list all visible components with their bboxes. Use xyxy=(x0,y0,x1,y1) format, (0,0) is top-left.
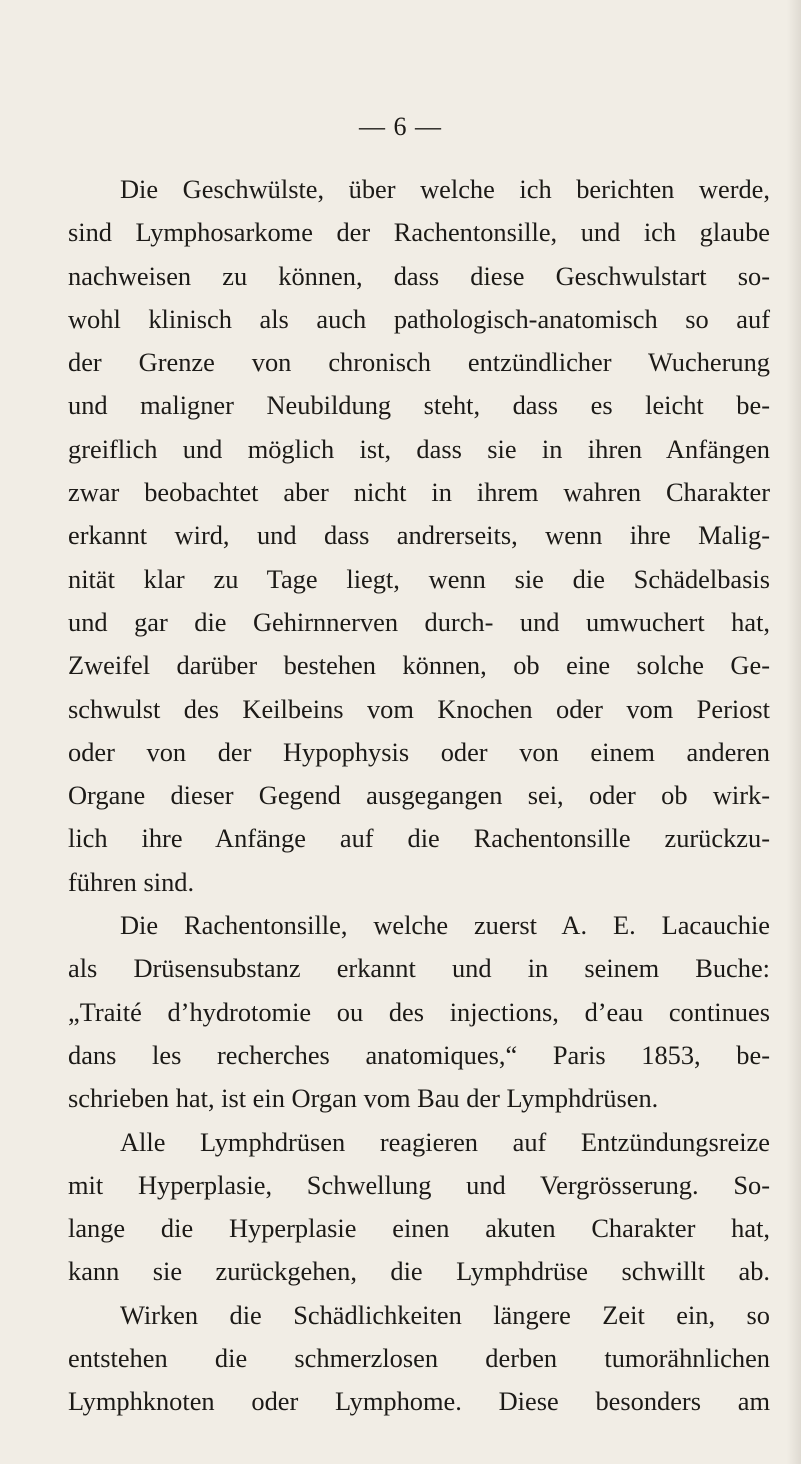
text-line: dans les recherches anatomiques,“ Paris 1853, be- xyxy=(68,1039,770,1070)
text-line: Lymphknoten oder Lymphome. Diese besonders am xyxy=(68,1386,770,1417)
text-line: greiflich und möglich ist, dass sie in ihren Anfängen xyxy=(68,433,770,464)
text-line: Organe dieser Gegend ausgegangen sei, oder ob wirk- xyxy=(68,780,770,811)
text-line: zwar beobachtet aber nicht in ihrem wahren Charakter xyxy=(68,477,770,508)
text-line: nität klar zu Tage liegt, wenn sie die Schädelbasis xyxy=(68,563,770,594)
text-line: erkannt wird, und dass andrerseits, wenn ihre Malig- xyxy=(68,520,770,551)
text-line: nachweisen zu können, dass diese Geschwulstart so- xyxy=(68,260,770,291)
text-line: sind Lymphosarkome der Rachentonsille, und ich glaube xyxy=(68,217,770,248)
text-line: entstehen die schmerzlosen derben tumorähnlichen xyxy=(68,1343,770,1374)
text-line: der Grenze von chronisch entzündlicher Wucherung xyxy=(68,347,770,378)
text-line: Die Geschwülste, über welche ich berichten werde, xyxy=(120,174,770,204)
page-edge-shadow xyxy=(787,0,801,1464)
text-line: als Drüsensubstanz erkannt und in seinem Buche: xyxy=(68,953,770,984)
text-line: wohl klinisch als auch pathologisch-anatomisch so auf xyxy=(68,303,770,334)
text-line: oder von der Hypophysis oder von einem anderen xyxy=(68,736,770,767)
text-line: lich ihre Anfänge auf die Rachentonsille zurückzu- xyxy=(68,823,770,854)
text-line: Zweifel darüber bestehen können, ob eine solche Ge- xyxy=(68,650,770,681)
text-line: kann sie zurückgehen, die Lymphdrüse schwillt ab. xyxy=(68,1256,770,1287)
text-line: schwulst des Keilbeins vom Knochen oder vom Periost xyxy=(68,693,770,724)
text-line: Die Rachentonsille, welche zuerst A. E. Lacauchie xyxy=(120,910,770,941)
page-number: — 6 — xyxy=(359,112,442,141)
text-line: Alle Lymphdrüsen reagieren auf Entzündungsreize xyxy=(120,1126,770,1157)
text-line: mit Hyperplasie, Schwellung und Vergrösserung. So- xyxy=(68,1169,770,1200)
text-line: „Traité d’hydrotomie ou des injections, d’eau continues xyxy=(68,996,770,1027)
text-line: schrieben hat, ist ein Organ vom Bau der Lymphdrüsen. xyxy=(68,1083,659,1114)
body-text xyxy=(68,168,770,1424)
text-line: führen sind. xyxy=(68,866,195,897)
text-line: und gar die Gehirnnerven durch- und umwuchert hat, xyxy=(68,606,770,637)
text-line: und maligner Neubildung steht, dass es leicht be- xyxy=(68,390,770,421)
text-line: Wirken die Schädlichkeiten längere Zeit ein, so xyxy=(120,1299,770,1330)
text-line: lange die Hyperplasie einen akuten Charakter hat, xyxy=(68,1213,770,1244)
